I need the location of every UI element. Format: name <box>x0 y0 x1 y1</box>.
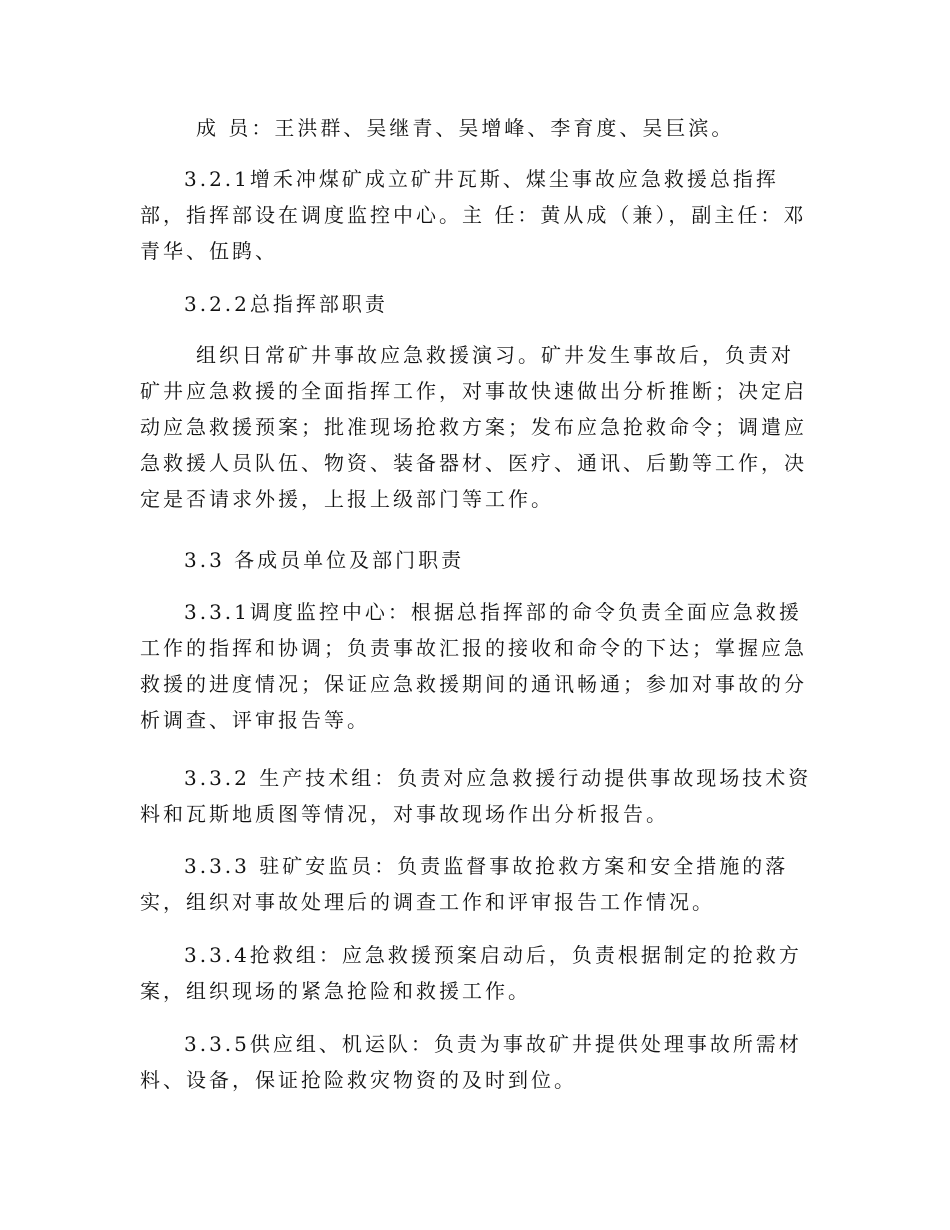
paragraph-3-3-1: 3.3.1调度监控中心：根据总指挥部的命令负责全面应急救援工作的指挥和协调；负责事故汇报的接收和命令的下达；掌握应急救援的进度情况；保证应急救援期间的通讯畅通；参加对事故的分析调查、评审报告等。 <box>140 600 807 732</box>
members-line: 成 员：王洪群、吴继青、吴增峰、李育度、吴巨滨。 <box>196 116 735 140</box>
heading-3-3: 3.3 各成员单位及部门职责 <box>184 548 465 572</box>
paragraph-3-3-2: 3.3.2 生产技术组：负责对应急救援行动提供事故现场技术资料和瓦斯地质图等情况，对事故现场作出分析报告。 <box>140 766 812 826</box>
heading-3-2-2: 3.2.2总指挥部职责 <box>184 292 388 316</box>
paragraph-command-duties: 组织日常矿井事故应急救援演习。矿井发生事故后，负责对矿井应急救援的全面指挥工作，对事故快速做出分析推断；决定启动应急救援预案；批准现场抢救方案；发布应急抢救命令；调遣应急救援人员队伍、物资、装备器材、医疗、通讯、后勤等工作，决定是否请求外援，上报上级部门等工作。 <box>140 343 807 511</box>
paragraph-3-2-1: 3.2.1增禾冲煤矿成立矿井瓦斯、煤尘事故应急救援总指挥部，指挥部设在调度监控中心。主 任：黄从成（兼），副主任：邓青华、伍鹍、 <box>140 167 807 263</box>
paragraph-3-3-4: 3.3.4抢救组：应急救援预案启动后，负责根据制定的抢救方案，组织现场的紧急抢险和救援工作。 <box>140 943 802 1003</box>
paragraph-3-3-5: 3.3.5供应组、机运队：负责为事故矿井提供处理事故所需材料、设备，保证抢险救灾物资的及时到位。 <box>140 1032 802 1092</box>
paragraph-3-3-3: 3.3.3 驻矿安监员：负责监督事故抢救方案和安全措施的落实，组织对事故处理后的调查工作和评审报告工作情况。 <box>140 854 789 914</box>
